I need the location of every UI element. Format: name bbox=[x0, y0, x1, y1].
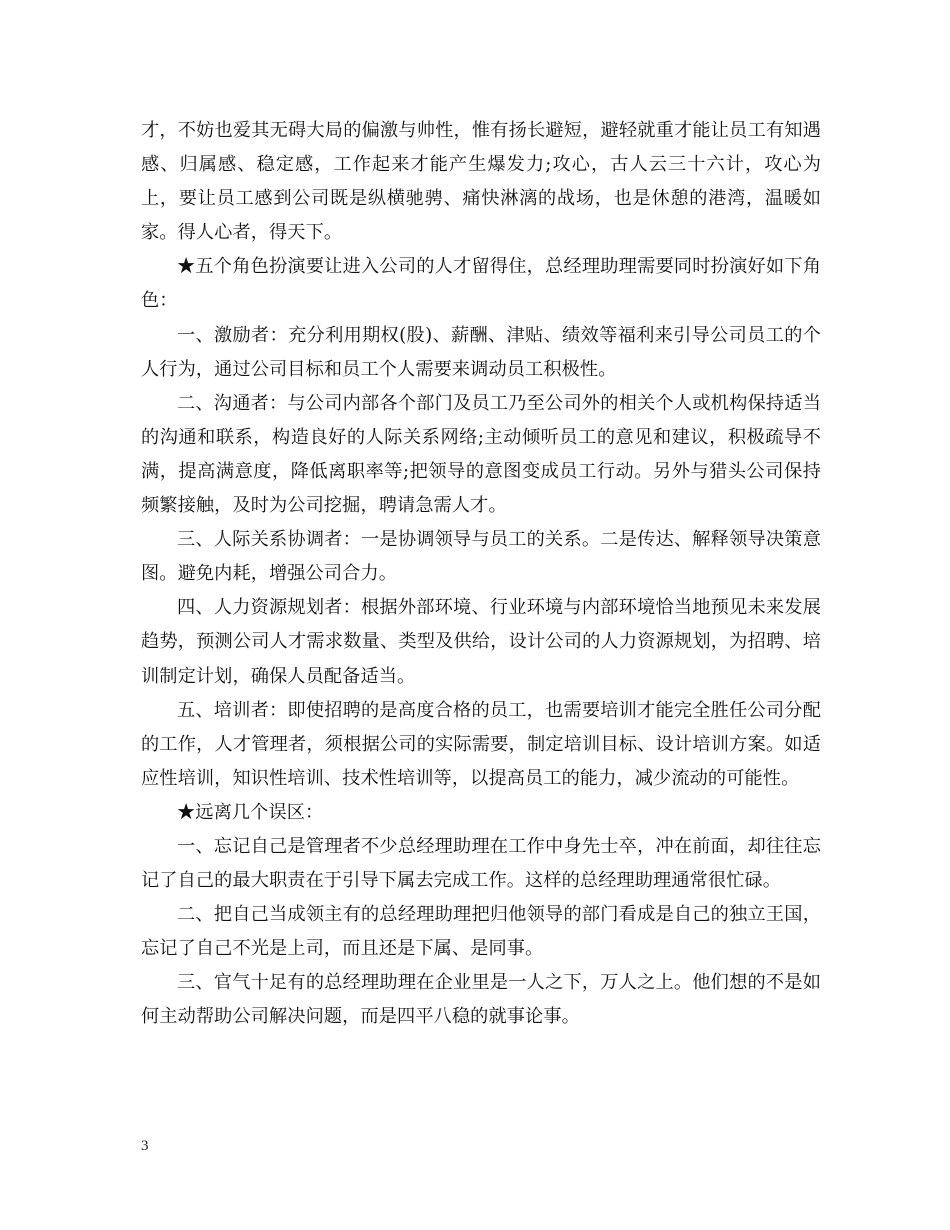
paragraph-relationship-coordinator: 三、人际关系协调者：一是协调领导与员工的关系。二是传达、解释领导决策意图。避免内耗，增强公司合力。 bbox=[141, 529, 821, 585]
body-text bbox=[141, 114, 821, 1035]
page-number: 3 bbox=[141, 1138, 149, 1154]
section-heading-five-roles: ★五个角色扮演要让进入公司的人才留得住，总经理助理需要同时扮演好如下角色： bbox=[141, 256, 821, 312]
paragraph-pitfall-one: 一、忘记自己是管理者不少总经理助理在工作中身先士卒，冲在前面，却往往忘记了自己的最大职责在于引导下属去完成工作。这样的总经理助理通常很忙碌。 bbox=[141, 835, 821, 892]
paragraph-continuation: 才，不妨也爱其无碍大局的偏激与帅性，惟有扬长避短，避轻就重才能让员工有知遇感、归属感、稳定感，工作起来才能产生爆发力;攻心，古人云三十六计，攻心为上，要让员工感到公司既是纵横驰骋、痛快淋漓的战场，也是休憩的港湾，温暖如家。得人心者，得天下。 bbox=[141, 120, 821, 244]
section-heading-pitfalls: ★远离几个误区： bbox=[177, 801, 324, 823]
paragraph-pitfall-two: 二、把自己当成领主有的总经理助理把归他领导的部门看成是自己的独立王国，忘记了自己不光是上司，而且还是下属、是同事。 bbox=[141, 904, 821, 960]
paragraph-pitfall-three: 三、官气十足有的总经理助理在企业里是一人之下，万人之上。他们想的不是如何主动帮助公司解决问题，而是四平八稳的就事论事。 bbox=[141, 972, 821, 1028]
paragraph-trainer: 五、培训者：即使招聘的是高度合格的员工，也需要培训才能完全胜任公司分配的工作，人才管理者，须根据公司的实际需要，制定培训目标、设计培训方案。如适应性培训，知识性培训、技术性培训等，以提高员工的能力，减少流动的可能性。 bbox=[141, 699, 821, 789]
paragraph-hr-planner: 四、人力资源规划者：根据外部环境、行业环境与内部环境恰当地预见未来发展趋势，预测公司人才需求数量、类型及供给，设计公司的人力资源规划，为招聘、培训制定计划，确保人员配备适当。 bbox=[141, 597, 821, 687]
paragraph-communicator: 二、沟通者：与公司内部各个部门及员工乃至公司外的相关个人或机构保持适当的沟通和联系，构造良好的人际关系网络;主动倾听员工的意见和建议，积极疏导不满，提高满意度，降低离职率等;把领导的意图变成员工行动。另外与猎头公司保持频繁接触，及时为公司挖掘，聘请急需人才。 bbox=[141, 392, 821, 517]
paragraph-motivator: 一、激励者：充分利用期权(股)、薪酬、津贴、绩效等福利来引导公司员工的个人行为，通过公司目标和员工个人需要来调动员工积极性。 bbox=[141, 324, 821, 380]
